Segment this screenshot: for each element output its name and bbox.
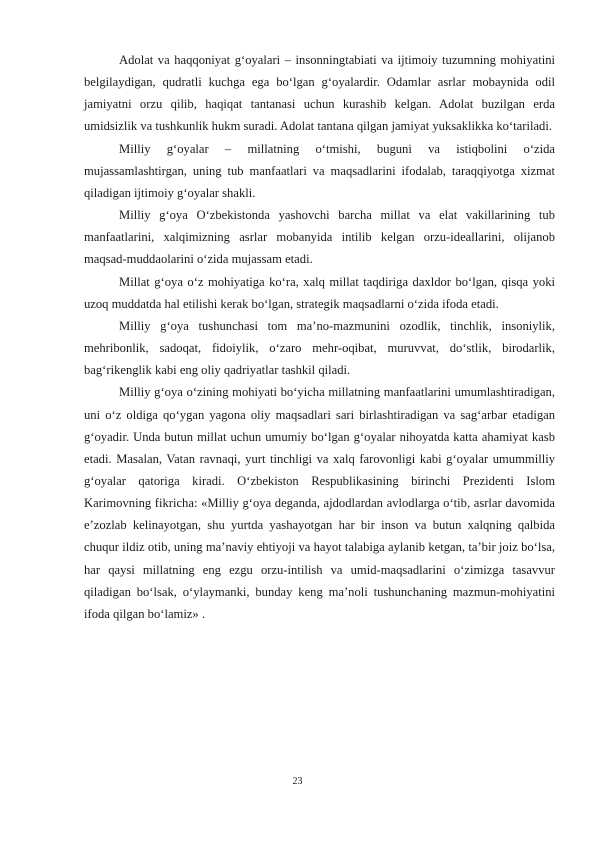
paragraph-adolat: Adolat va haqqoniyat g‘oyalari – insonningtabiati va ijtimoiy tuzumning mohiyatini belgilaydigan, qudratli kuchga ega bo‘lgan g‘oyalardir. Odamlar asrlar mobaynida odil jamiyatni orzu qilib, haqiqat tantanasi uchun kurashib kelgan. Adolat buzilgan erda umidsizlik va tushkunlik hukm suradi. Adolat tantana qilgan jamiyat yuksaklikka ko‘tariladi. (84, 53, 555, 134)
paragraph-millat-goya-mohiyat: Millat g‘oya o‘z mohiyatiga ko‘ra, xalq millat taqdiriga daxldor bo‘lgan, qisqa yoki uzoq muddatda hal etilishi kerak bo‘lgan, strategik maqsadlarni o‘zida ifoda etadi. (84, 274, 555, 311)
page-number: 23 (292, 776, 303, 787)
paragraph-milliy-goyalar-definition: Milliy g‘oyalar – millatning o‘tmishi, buguni va istiqbolini o‘zida mujassamlashtirgan, uning tub manfaatlari va maqsadlarini ifodalab, taraqqiyotga xizmat qiladigan ijtimoiy g‘oyalar shakli. (84, 141, 555, 200)
paragraph-manfaatlar-umumlashtiradigan: Milliy g‘oya o‘zining mohiyati bo‘yicha millatning manfaatlarini umumlashtiradigan, uni o‘z oldiga qo‘ygan yagona oliy maqsadlari sari birlashtiradigan va sag‘arbar etadigan g‘oyadir. Unda butun millat uchun umumiy bo‘lgan g‘oyalar nihoyatda katta ahamiyat kasb etadi. Masalan, Vatan ravnaqi, yurt tinchligi va xalq farovonligi kabi g‘oyalar umummilliy g‘oyalar qatoriga kiradi. O‘zbekiston Respublikasining birinchi Prezidenti Islom Karimovning fikricha: «Milliy g‘oya deganda, ajdodlardan avlodlarga o‘tib, asrlar davomida e’zozlab kelinayotgan, shu yurtda yashayotgan har bir inson va butun xalqning qalbida chuqur ildiz otib, uning ma’naviy ehtiyoji va hayot talabiga aylanib ketgan, ta’bir joiz bo‘lsa, har qaysi millatning eng ezgu orzu-intilish va umid-maqsadlarini o‘zimizga tasavvur qiladigan bo‘lsak, o‘ylaymanki, bunday keng ma’noli tushunchaning mazmun-mohiyatini ifoda qilgan bo‘lamiz» . (84, 385, 555, 621)
paragraph-milliy-goya-uzbekistan: Milliy g‘oya O‘zbekistonda yashovchi barcha millat va elat vakillarining tub manfaatlarini, xalqimizning asrlar mobanyida intilib kelgan orzu-ideallarini, olijanob maqsad-muddaolarini o‘zida mujassam etadi. (84, 208, 555, 267)
paragraph-tushunchasi: Milliy g‘oya tushunchasi tom ma’no-mazmunini ozodlik, tinchlik, insoniylik, mehribonlik, sadoqat, fidoiylik, o‘zaro mehr-oqibat, muruvvat, do‘stlik, birodarlik, bag‘rikenglik kabi eng oliy qadriyatlar tashkil qiladi. (84, 318, 555, 378)
document-body (84, 49, 555, 625)
